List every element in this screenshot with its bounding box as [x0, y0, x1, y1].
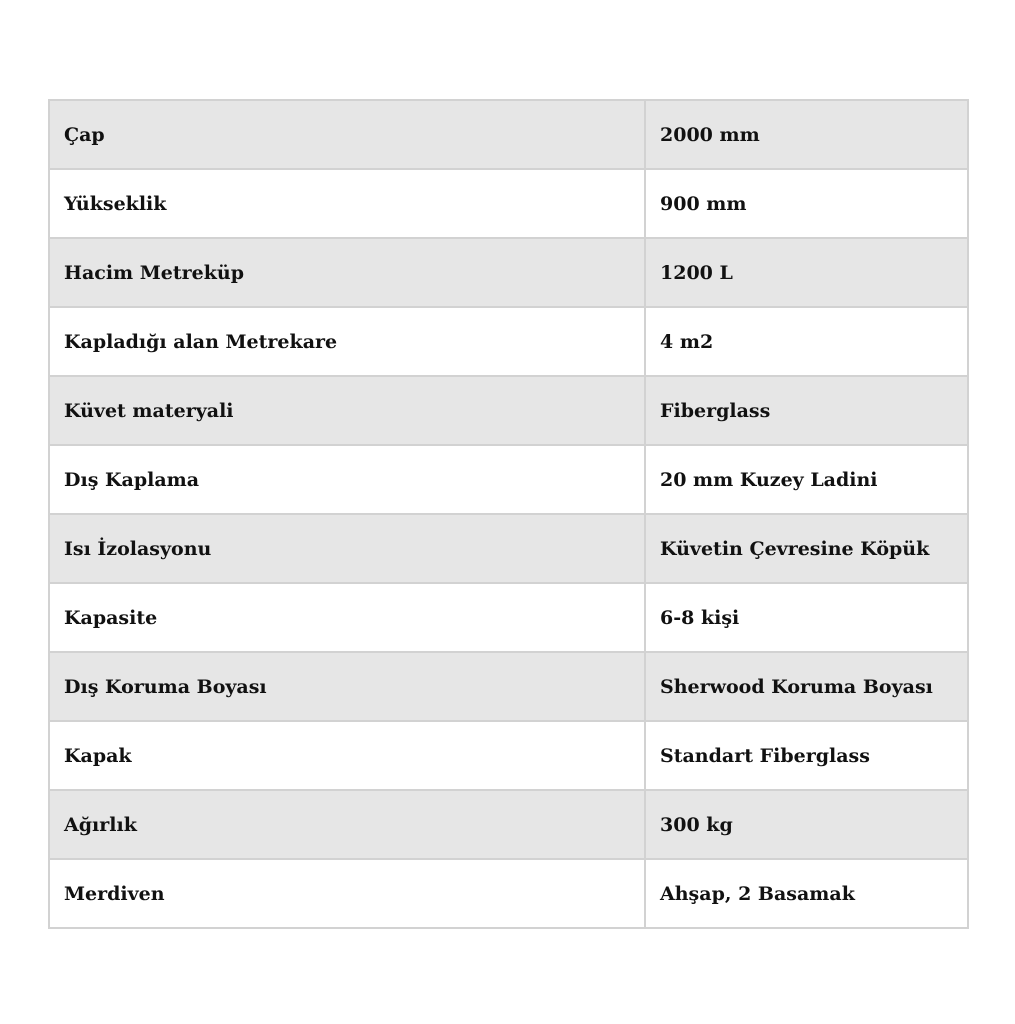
- spec-value: 300 kg: [645, 790, 968, 859]
- spec-label: Küvet materyali: [49, 376, 645, 445]
- spec-value: 1200 L: [645, 238, 968, 307]
- spec-value: 20 mm Kuzey Ladini: [645, 445, 968, 514]
- table-row: [49, 169, 968, 238]
- table-row: [49, 652, 968, 721]
- table-row: [49, 790, 968, 859]
- spec-label: Dış Koruma Boyası: [49, 652, 645, 721]
- spec-table-body: [49, 100, 968, 928]
- table-row: [49, 514, 968, 583]
- spec-label: Yükseklik: [49, 169, 645, 238]
- table-row: [49, 445, 968, 514]
- spec-label: Hacim Metreküp: [49, 238, 645, 307]
- table-row: [49, 583, 968, 652]
- spec-label: Isı İzolasyonu: [49, 514, 645, 583]
- spec-value: 4 m2: [645, 307, 968, 376]
- spec-label: Çap: [49, 100, 645, 169]
- spec-label: Kapladığı alan Metrekare: [49, 307, 645, 376]
- table-row: [49, 307, 968, 376]
- spec-value: Küvetin Çevresine Köpük: [645, 514, 968, 583]
- spec-value: 900 mm: [645, 169, 968, 238]
- table-row: [49, 376, 968, 445]
- spec-value: 2000 mm: [645, 100, 968, 169]
- table-row: [49, 238, 968, 307]
- spec-value: Ahşap, 2 Basamak: [645, 859, 968, 928]
- spec-table: [48, 99, 969, 929]
- table-row: [49, 721, 968, 790]
- table-row: [49, 100, 968, 169]
- spec-label: Kapasite: [49, 583, 645, 652]
- spec-value: Sherwood Koruma Boyası: [645, 652, 968, 721]
- spec-value: Fiberglass: [645, 376, 968, 445]
- spec-label: Dış Kaplama: [49, 445, 645, 514]
- spec-label: Merdiven: [49, 859, 645, 928]
- spec-label: Kapak: [49, 721, 645, 790]
- spec-label: Ağırlık: [49, 790, 645, 859]
- spec-value: Standart Fiberglass: [645, 721, 968, 790]
- table-row: [49, 859, 968, 928]
- spec-value: 6-8 kişi: [645, 583, 968, 652]
